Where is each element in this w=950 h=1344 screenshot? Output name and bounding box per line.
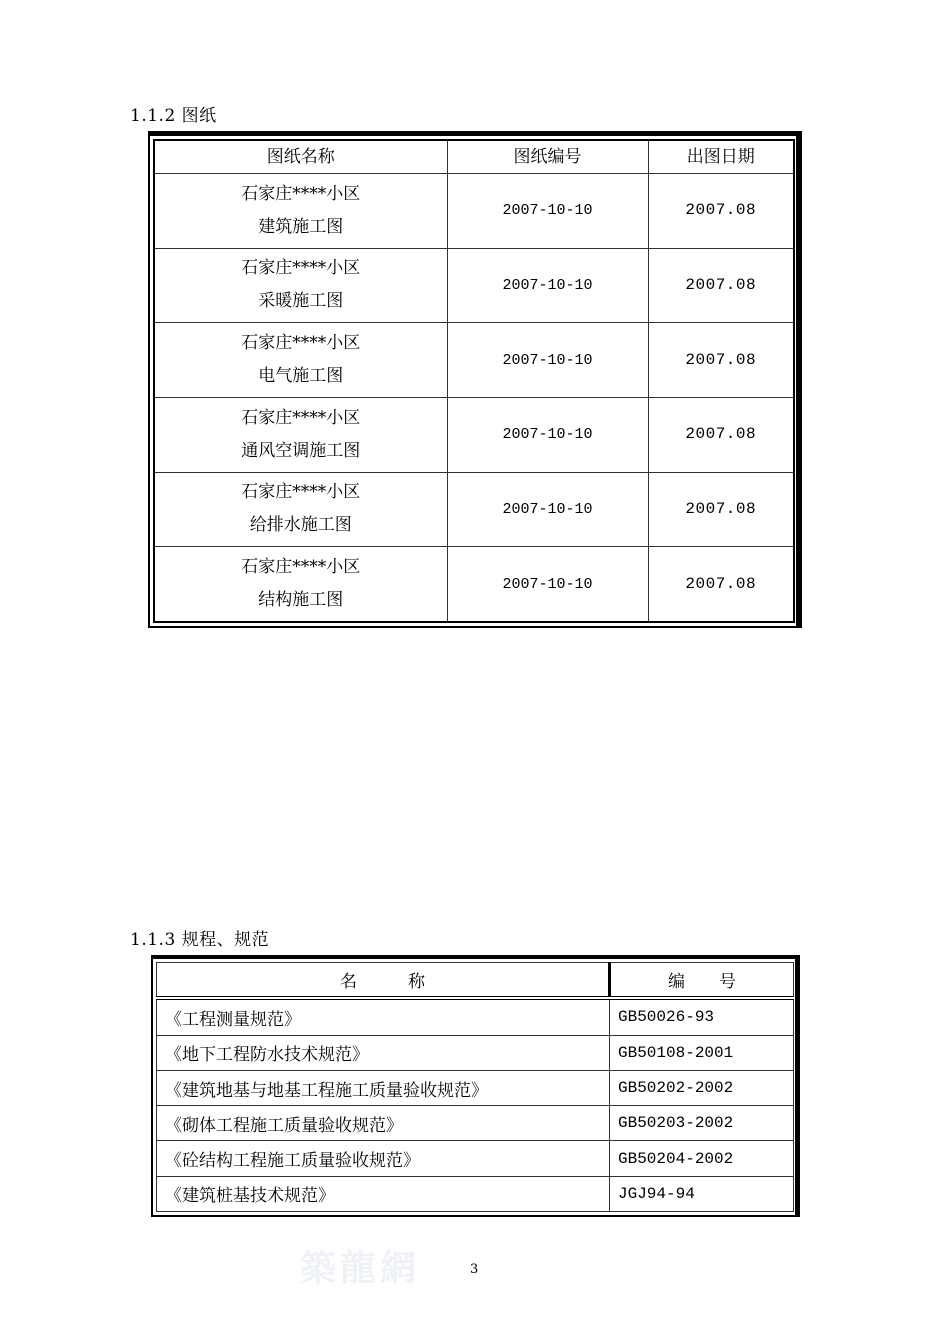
drawing-code-cell: 2007-10-10 [447,323,648,398]
section-title-drawings: 1.1.2 图纸 [130,106,217,126]
header-standard-name: 名 称 [157,963,610,999]
table-row [154,323,794,398]
drawing-type: 通风空调施工图 [241,440,361,461]
drawing-name-cell [154,472,447,547]
drawing-name-cell [154,323,447,398]
standards-table [156,962,794,1212]
drawing-project: 石家庄****小区 [241,183,361,204]
table-row [157,998,794,1035]
drawing-code-cell: 2007-10-10 [447,547,648,622]
issue-date-cell: 2007.08 [648,472,794,547]
drawing-type: 采暖施工图 [258,291,344,312]
standard-name-cell: 《砼结构工程施工质量验收规范》 [157,1141,610,1176]
standard-code-cell: JGJ94-94 [610,1176,794,1211]
drawing-type: 建筑施工图 [258,216,344,237]
standard-name-cell: 《地下工程防水技术规范》 [157,1035,610,1070]
drawing-code-cell: 2007-10-10 [447,397,648,472]
standards-table-frame [151,955,800,1217]
drawing-type: 电气施工图 [258,366,344,387]
table-row [157,1141,794,1176]
drawings-table-frame [148,131,802,628]
drawing-type: 给排水施工图 [249,515,352,536]
drawing-name-cell [154,248,447,323]
drawing-name-cell [154,174,447,249]
issue-date-cell: 2007.08 [648,547,794,622]
table-header-row [157,963,794,999]
drawing-name-cell [154,547,447,622]
standard-name-cell: 《工程测量规范》 [157,998,610,1035]
issue-date-cell: 2007.08 [648,248,794,323]
table-row [154,397,794,472]
table-row [154,472,794,547]
standard-code-cell: GB50203-2002 [610,1106,794,1141]
drawing-project: 石家庄****小区 [241,333,361,354]
drawing-name-cell [154,397,447,472]
standard-name-cell: 《砌体工程施工质量验收规范》 [157,1106,610,1141]
drawing-code-cell: 2007-10-10 [447,248,648,323]
page-number: 3 [470,1262,479,1277]
table-row [157,1071,794,1106]
header-drawing-code: 图纸编号 [447,140,648,174]
table-row [154,174,794,249]
table-row [154,547,794,622]
standard-code-cell: GB50202-2002 [610,1071,794,1106]
drawing-code-cell: 2007-10-10 [447,174,648,249]
drawing-project: 石家庄****小区 [241,258,361,279]
table-row [157,1106,794,1141]
drawing-code-cell: 2007-10-10 [447,472,648,547]
header-drawing-name: 图纸名称 [154,140,447,174]
standard-name-cell: 《建筑桩基技术规范》 [157,1176,610,1211]
header-issue-date: 出图日期 [648,140,794,174]
drawing-project: 石家庄****小区 [241,557,361,578]
table-row [157,1176,794,1211]
drawing-type: 结构施工图 [258,590,344,611]
issue-date-cell: 2007.08 [648,397,794,472]
table-row [157,1035,794,1070]
drawings-table [153,139,795,623]
table-row [154,248,794,323]
drawing-project: 石家庄****小区 [241,482,361,503]
issue-date-cell: 2007.08 [648,174,794,249]
standard-name-cell: 《建筑地基与地基工程施工质量验收规范》 [157,1071,610,1106]
standard-code-cell: GB50108-2001 [610,1035,794,1070]
standard-code-cell: GB50204-2002 [610,1141,794,1176]
header-standard-code: 编 号 [610,963,794,999]
section-title-standards: 1.1.3 规程、规范 [130,930,270,950]
table-header-row [154,140,794,174]
watermark-logo: 築龍網 [300,1247,421,1289]
standard-code-cell: GB50026-93 [610,998,794,1035]
issue-date-cell: 2007.08 [648,323,794,398]
drawing-project: 石家庄****小区 [241,407,361,428]
